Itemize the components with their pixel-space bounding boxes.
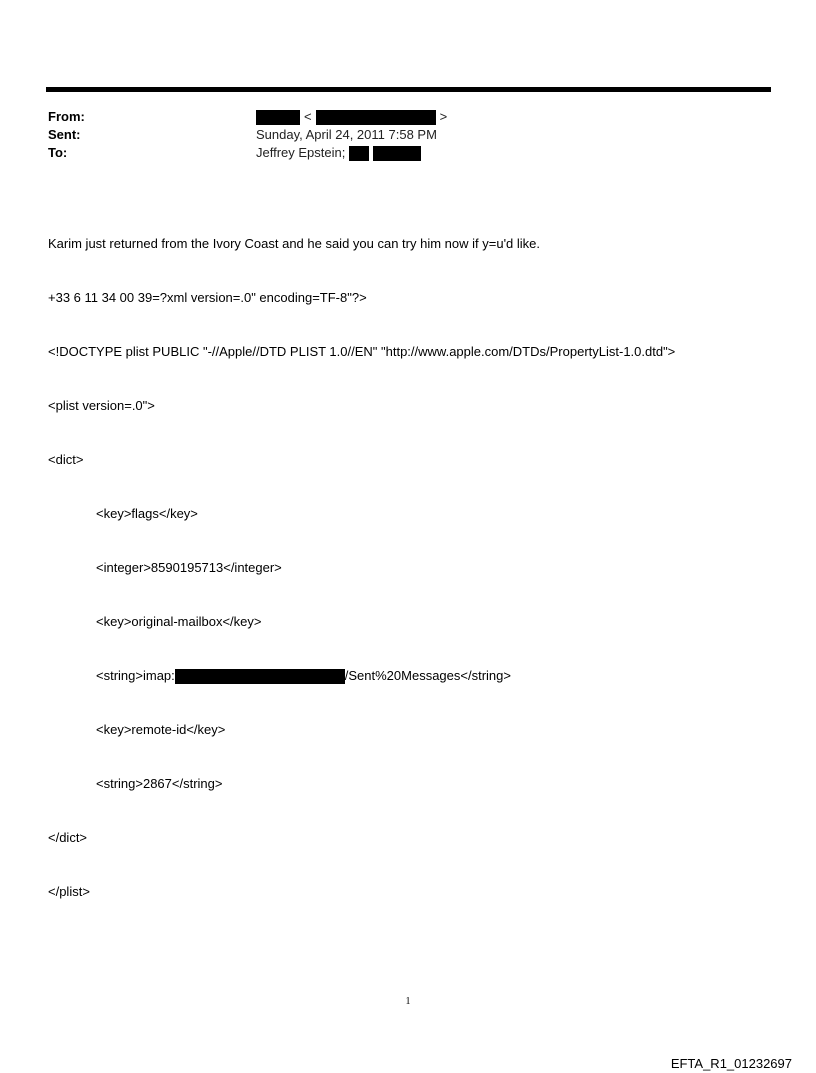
body-line: <dict>	[48, 452, 84, 467]
from-gt: >	[439, 109, 448, 124]
redaction-block	[316, 110, 436, 125]
sent-label: Sent:	[48, 127, 81, 142]
to-row	[48, 144, 451, 162]
from-row	[48, 108, 451, 126]
redaction-block	[175, 669, 345, 684]
body-line: <key>original-mailbox</key>	[96, 614, 262, 629]
sent-value: Sunday, April 24, 2011 7:58 PM	[256, 127, 437, 142]
to-label: To:	[48, 145, 68, 160]
from-value	[256, 108, 451, 126]
imap-prefix: <string>imap:	[96, 668, 175, 683]
redaction-block	[373, 146, 421, 161]
body-line: <key>flags</key>	[96, 506, 198, 521]
from-lt: <	[304, 109, 312, 124]
page-number: 1	[405, 996, 411, 1007]
from-label: From:	[48, 109, 85, 124]
body-line: Karim just returned from the Ivory Coast and he said you can try him now if y=u'd like.	[48, 236, 541, 251]
to-value	[256, 144, 421, 162]
sent-row	[48, 126, 451, 144]
body-line: <string>2867</string>	[96, 776, 223, 791]
body-line: </plist>	[48, 884, 90, 899]
body-line: <!DOCTYPE plist PUBLIC "-//Apple//DTD PLIST 1.0//EN" "http://www.apple.com/DTDs/PropertyList-1.0.dtd">	[48, 344, 676, 359]
body-line: <key>remote-id</key>	[96, 722, 226, 737]
top-rule	[46, 87, 771, 92]
email-header	[48, 108, 451, 162]
to-recipient: Jeffrey Epstein;	[256, 145, 346, 160]
email-body	[48, 199, 675, 919]
body-line: +33 6 11 34 00 39=?xml version=.0" encoding=TF-8"?>	[48, 290, 367, 305]
body-line-imap	[48, 667, 675, 685]
imap-suffix: /Sent%20Messages</string>	[344, 668, 511, 683]
body-line: <plist version=.0">	[48, 398, 155, 413]
body-line: <integer>8590195713</integer>	[96, 560, 282, 575]
document-id: EFTA_R1_01232697	[670, 1056, 792, 1071]
body-line: </dict>	[48, 830, 88, 845]
redaction-block	[349, 146, 369, 161]
redaction-block	[256, 110, 300, 125]
